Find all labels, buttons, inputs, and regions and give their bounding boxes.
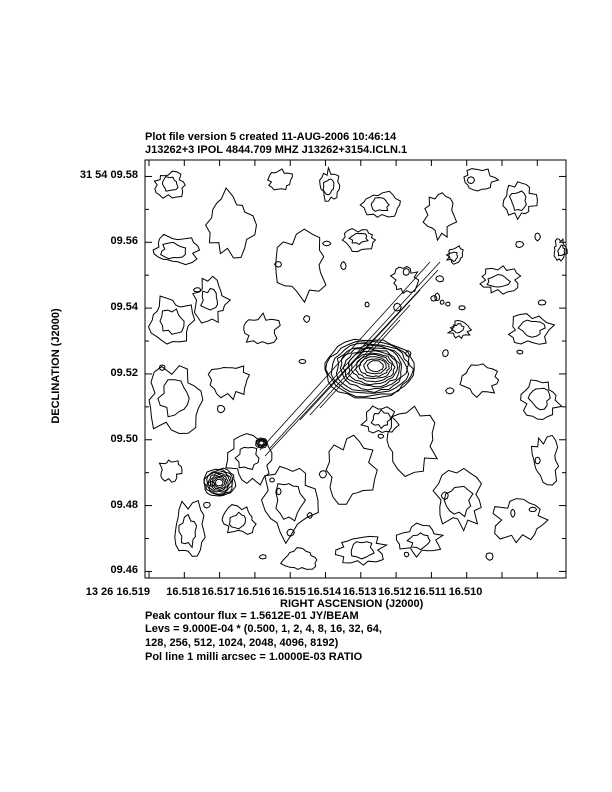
noise-contour [361, 406, 399, 433]
noise-contour [201, 289, 218, 310]
noise-contour [518, 320, 545, 337]
noise-contour [480, 266, 521, 294]
x-tick-label: 13 26 16.519 [85, 586, 150, 598]
contour-group [149, 168, 568, 570]
noise-contour [158, 380, 189, 417]
noise-contour [304, 316, 310, 323]
noise-contour [404, 552, 409, 557]
y-axis-label: DECLINATION (J2000) [50, 308, 62, 424]
source-contour [216, 479, 223, 486]
noise-contour [323, 179, 334, 195]
noise-contour [281, 548, 317, 570]
noise-contour [262, 466, 319, 543]
noise-contour [222, 505, 256, 535]
y-tick-label: 09.48 [110, 498, 138, 511]
noise-contour [459, 306, 465, 310]
noise-contour [204, 502, 211, 508]
noise-contour [529, 507, 537, 512]
noise-contour [235, 447, 259, 469]
levels-text-1: Levs = 9.000E-04 * (0.500, 1, 2, 4, 8, 16, 32, 64, [145, 623, 382, 635]
noise-contour [521, 380, 562, 420]
x-tick-label: 16.513 [342, 586, 377, 598]
noise-contour [396, 523, 443, 557]
x-axis-label: RIGHT ASCENSION (J2000) [280, 598, 424, 610]
source-contour [356, 354, 393, 378]
peak-flux-text: Peak contour flux = 1.5612E-01 JY/BEAM [145, 610, 359, 622]
plot-header-line-1: Plot file version 5 created 11-AUG-2006 10:46:14 [145, 131, 397, 143]
noise-contour [159, 460, 182, 482]
noise-contour [154, 171, 185, 198]
noise-contour [535, 457, 540, 464]
noise-contour [349, 233, 368, 244]
noise-contour [509, 314, 555, 345]
noise-contour [440, 300, 444, 304]
noise-contour [433, 469, 481, 531]
noise-contour [149, 366, 203, 434]
noise-contour [528, 388, 550, 409]
noise-contour [149, 296, 195, 344]
noise-contour [319, 471, 326, 478]
noise-contour [460, 364, 499, 397]
noise-contour [342, 229, 375, 252]
noise-contour [503, 182, 538, 220]
x-tick-label: 16.511 [413, 586, 447, 598]
source-contour [367, 361, 383, 372]
noise-contour [394, 303, 402, 311]
noise-contour [464, 169, 499, 191]
noise-contour [341, 262, 347, 270]
noise-contour [487, 275, 510, 288]
noise-contour [423, 193, 457, 240]
noise-contour [259, 555, 266, 559]
noise-contour [160, 309, 184, 334]
polarization-vector [300, 290, 420, 420]
noise-contour [326, 435, 377, 504]
x-tick-label: 16.510 [448, 586, 483, 598]
x-tick-label: 16.515 [272, 586, 306, 598]
pol-line-text: Pol line 1 milli arcsec = 1.0000E-03 RATIO [145, 651, 363, 663]
noise-contour [407, 533, 430, 550]
y-tick-label: 09.52 [110, 366, 138, 379]
noise-contour [351, 542, 374, 559]
y-tick-label: 09.54 [110, 301, 138, 314]
noise-contour [153, 234, 199, 264]
x-tick-label: 16.512 [378, 586, 412, 598]
noise-contour [299, 359, 306, 363]
noise-contour [365, 302, 369, 307]
noise-contour [391, 267, 419, 294]
polarization-lines [260, 262, 440, 456]
noise-contour [378, 434, 384, 438]
noise-contour [179, 515, 197, 548]
noise-contour [268, 169, 293, 190]
x-tick-label: 16.518 [166, 586, 200, 598]
noise-contour [276, 229, 326, 302]
polarization-vector [265, 270, 438, 456]
noise-contour [193, 276, 231, 323]
noise-contour [208, 366, 249, 400]
noise-contour [194, 288, 201, 292]
y-tick-label: 09.50 [110, 432, 138, 445]
noise-contour [163, 177, 179, 192]
levels-text-2: 128, 256, 512, 1024, 2048, 4096, 8192) [145, 637, 339, 649]
noise-contour [431, 296, 437, 302]
source-contour [259, 441, 264, 445]
noise-contour [535, 233, 541, 241]
noise-contour [403, 269, 409, 276]
noise-contour [452, 324, 464, 333]
x-tick-label: 16.516 [236, 586, 271, 598]
noise-contour [360, 191, 400, 217]
y-tick-label: 31 54 09.58 [79, 169, 138, 182]
noise-contour [435, 293, 440, 301]
noise-contour [270, 478, 275, 482]
noise-contour [486, 553, 493, 560]
noise-contour [320, 168, 340, 201]
noise-contour [493, 499, 548, 543]
noise-contour [511, 509, 515, 517]
noise-contour [206, 188, 257, 258]
noise-contour [443, 350, 449, 357]
noise-contour [446, 302, 451, 306]
noise-contour [444, 486, 473, 516]
x-tick-label: 16.517 [201, 586, 236, 598]
noise-contour [558, 245, 565, 256]
noise-contour [244, 313, 280, 344]
noise-contour [387, 406, 437, 476]
noise-contour [446, 388, 455, 394]
noise-contour [371, 410, 390, 429]
noise-contour [538, 300, 546, 305]
plot-header-line-2: J13262+3 IPOL 4844.709 MHZ J13262+3154.ICLN.1 [145, 144, 408, 156]
noise-contour [323, 241, 331, 246]
noise-contour [217, 405, 225, 412]
noise-contour [516, 242, 524, 248]
noise-contour [517, 350, 523, 354]
noise-contour [277, 488, 282, 495]
y-tick-label: 09.56 [110, 235, 138, 248]
noise-contour [229, 512, 245, 529]
y-tick-label: 09.46 [110, 564, 138, 577]
noise-contour [371, 198, 389, 212]
noise-contour [336, 536, 387, 565]
polarization-vector [260, 262, 430, 450]
noise-contour [161, 242, 186, 258]
noise-contour [436, 276, 444, 282]
x-tick-label: 16.514 [307, 586, 342, 598]
noise-contour [467, 177, 474, 184]
noise-contour [510, 191, 527, 211]
